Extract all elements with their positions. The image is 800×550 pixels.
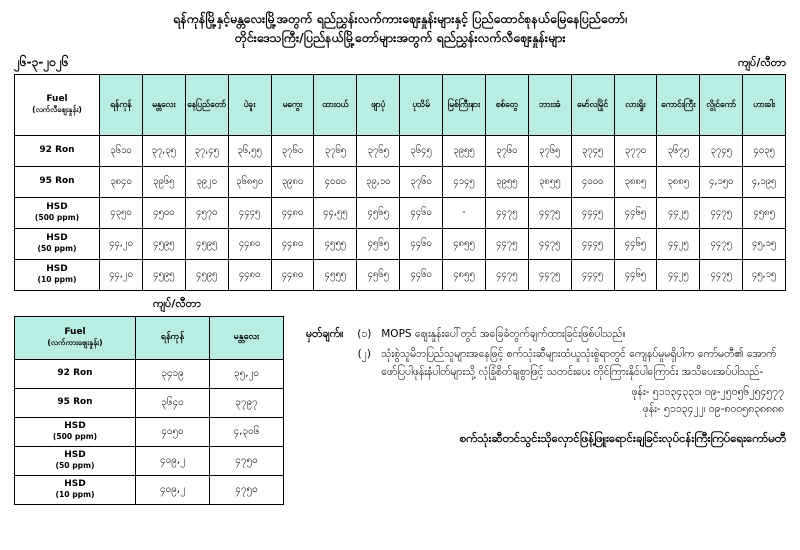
price-cell: ၃၇၆၅ — [314, 135, 357, 166]
note-text: သုံးစွဲသူမိဘပြည်သူများအနေဖြင့် စက်သုံးဆီများထံယူသုံးစွဲရာတွင် ကျေနပ်မှုမရှိပါက ကော်မတီ၏ အောက်ဖော်ပြပါဖုန်းနံပါတ်များသို့ လုံခြုံစိတ်ချစွာဖြင့် သတင်းပေး တိုင်ကြားနိုင်ပါကြောင်း အသိပေးအပ်ပါသည်- — [381, 347, 777, 379]
price-cell: ၄၅၉၅ — [142, 259, 185, 290]
price-cell: ၄၅၅၅ — [314, 228, 357, 259]
price-cell: ၄၅၅၅ — [314, 259, 357, 290]
column-header-fuel — [15, 316, 136, 359]
row-label-sub: (10 ppm) — [37, 275, 77, 285]
row-label-fuel — [15, 166, 100, 197]
price-cell: ၃၆၄၅ — [400, 135, 443, 166]
retail-price-table — [14, 74, 786, 291]
row-label-sub: (10 ppm) — [55, 490, 95, 500]
table-row — [15, 388, 284, 417]
table-row — [15, 475, 284, 504]
price-cell: ၄၄၇၅ — [700, 228, 743, 259]
price-cell: ၃၇၄၅ — [571, 135, 614, 166]
price-cell: ၄၅၆၅ — [357, 259, 400, 290]
row-label-fuel — [15, 135, 100, 166]
column-header-city: နေပြည်တော် — [185, 74, 228, 135]
price-cell: ၃၄၁၉ — [136, 359, 210, 388]
row-label-main: 92 Ron — [57, 367, 93, 378]
price-cell: ၄၅,၁၅ — [743, 259, 786, 290]
price-cell: ၄,၃၀၆ — [210, 417, 284, 446]
wholesale-table-body — [15, 359, 284, 504]
row-label-sub: (500 ppm) — [34, 213, 80, 223]
price-cell: ၄၃၅၀ — [100, 197, 143, 228]
price-cell: ၄၇၅၀ — [210, 475, 284, 504]
contact-phone: ဖုန်း- ၅၁၁၃၄၂၂၊ ၀၉-၈၀၀၅၈၃၈၈၈၈ — [642, 403, 784, 416]
price-cell: ၄၄၆၀ — [400, 259, 443, 290]
row-label-fuel — [15, 359, 136, 388]
price-cell: ၄၄၇၅ — [700, 259, 743, 290]
row-label-sub: (500 ppm) — [52, 432, 98, 442]
price-cell: ၄၀၃၅ — [743, 135, 786, 166]
column-header-city: ပုသိမ် — [400, 74, 443, 135]
price-cell: ၄၄၈၀ — [228, 259, 271, 290]
fuel-header-sub: (လက်လီဈေးနှုန်း) — [32, 105, 82, 115]
table-row — [15, 446, 284, 475]
price-cell: ၄၄၄၅ — [228, 197, 271, 228]
column-header-city: ဟားခါး — [743, 74, 786, 135]
price-cell: ၃၈၈၅ — [614, 166, 657, 197]
table-header-row — [15, 316, 284, 359]
column-header-fuel — [15, 74, 100, 135]
price-cell: ၄၀၅၀ — [136, 417, 210, 446]
price-cell: ၄၅၇၀ — [185, 197, 228, 228]
price-cell: ၄၄၇၅ — [528, 259, 571, 290]
row-label-main: HSD — [46, 233, 68, 244]
column-header-city: လွိုင်ကော် — [700, 74, 743, 135]
price-cell: ၄၄၇၅ — [485, 228, 528, 259]
price-cell: ၄၄၈၀ — [228, 228, 271, 259]
row-label-main: 92 Ron — [39, 144, 75, 155]
row-label-main: HSD — [64, 421, 86, 432]
wholesale-section — [0, 297, 300, 505]
price-cell: ၃၇,၄၅ — [185, 135, 228, 166]
column-header-city: ထားဝယ် — [314, 74, 357, 135]
price-cell: ၄၅၆၅ — [357, 228, 400, 259]
price-cell: ၄၄၆၅ — [614, 197, 657, 228]
price-cell: ၃၉၈၀ — [271, 166, 314, 197]
fuel-header-main: Fuel — [46, 94, 68, 105]
price-cell: - — [443, 197, 486, 228]
note-number: (၁) — [357, 327, 372, 340]
row-label-main: HSD — [46, 202, 68, 213]
price-cell: ၄,၁၉၅ — [743, 166, 786, 197]
table-header-row — [15, 74, 786, 135]
note-text: MOPS ဈေးနှုန်းပေါ်တွင် အခြေခံတွက်ချက်ထားခြင်းဖြစ်ပါသည်။ — [381, 327, 626, 340]
price-cell: ၃၈၅၅ — [528, 166, 571, 197]
price-cell: ၄၄,၂၀ — [100, 228, 143, 259]
price-cell: ၄၄၄၅ — [571, 228, 614, 259]
column-header-city: မြစ်ကြီးနား — [443, 74, 486, 135]
note-item — [306, 345, 790, 382]
contact-phone: ဖုန်း- ၅၁၁၃၄၃၃၁၊ ၀၉-၂၅၀၅၆၂၅၄၅၇၇ — [631, 385, 784, 398]
publication-date: ၂၆-၃-၂၀၂၆ — [14, 54, 69, 69]
price-cell: ၃၇,၃၅ — [142, 135, 185, 166]
price-cell: ၃၇၆၅ — [357, 135, 400, 166]
table-row — [15, 259, 786, 290]
price-cell: ၃၇၆၀ — [400, 166, 443, 197]
issuing-organization: စက်သုံးဆီတင်သွင်းသိုလှောင်ဖြန့်ဖြူးရောင်းချခြင်းလုပ်ငန်းကြီးကြပ်ရေးကော်မတီ — [459, 431, 786, 446]
row-label-main: 95 Ron — [39, 175, 75, 186]
price-cell: ၄၄၆၅ — [614, 228, 657, 259]
price-cell: ၄၄၈၀ — [271, 228, 314, 259]
price-cell: ၄၅၉၅ — [185, 259, 228, 290]
price-cell: ၃၆၄၀ — [136, 388, 210, 417]
row-label-fuel — [15, 197, 100, 228]
price-cell: ၃၇၆၅ — [528, 135, 571, 166]
row-label-sub: (50 ppm) — [37, 244, 77, 254]
column-header-city: ကောင်းကြီး — [657, 74, 700, 135]
price-cell: ၄၄၄၅ — [571, 197, 614, 228]
price-cell: ၄၅၆၅ — [357, 197, 400, 228]
price-cell: ၄၄၈၀ — [271, 259, 314, 290]
price-cell: ၄၀၀၀ — [314, 166, 357, 197]
price-cell: ၃၆၇၅ — [657, 135, 700, 166]
column-header-city: ပဲခူး — [228, 74, 271, 135]
column-header-city: လားရှိုး — [614, 74, 657, 135]
price-cell: ၄၄၂၅ — [657, 228, 700, 259]
table-row — [15, 417, 284, 446]
price-cell: ၄၄၈၀ — [271, 197, 314, 228]
price-cell: ၄၅၉၅ — [185, 228, 228, 259]
price-cell: ၄၀၉,၂ — [136, 475, 210, 504]
row-label-main: HSD — [64, 450, 86, 461]
price-cell: ၄၄,၅၅ — [314, 197, 357, 228]
price-cell: ၄၄၆၀ — [400, 197, 443, 228]
column-header-city: ဘားအံ — [528, 74, 571, 135]
price-cell: ၄၄၇၅ — [528, 228, 571, 259]
fuel-header-main: Fuel — [64, 327, 86, 338]
table-row — [15, 135, 786, 166]
note-item — [306, 325, 790, 343]
price-cell: ၄၅၉၅ — [142, 228, 185, 259]
column-header-city: မန္တလေး — [142, 74, 185, 135]
price-cell: ၃၈၈၅ — [657, 166, 700, 197]
price-cell: ၃၇၆၀ — [485, 135, 528, 166]
retail-price-table-body — [15, 135, 786, 290]
row-label-main: HSD — [64, 479, 86, 490]
price-cell: ၄၈၅၅ — [443, 228, 486, 259]
row-label-main: HSD — [46, 264, 68, 275]
document-title-block — [0, 0, 800, 48]
row-label-fuel — [15, 446, 136, 475]
price-cell: ၄၄၂၅ — [657, 259, 700, 290]
price-cell: ၃၆၁၀ — [100, 135, 143, 166]
wholesale-unit-label: ကျပ်/လီတာ — [153, 296, 201, 310]
price-cell: ၃၆,၅၅ — [228, 135, 271, 166]
notes-section — [300, 297, 800, 505]
price-cell: ၃၇၉၇ — [210, 388, 284, 417]
price-cell: ၃၉၅၅ — [443, 135, 486, 166]
price-cell: ၄၇၅၀ — [210, 446, 284, 475]
price-cell: ၄၄၆၅ — [614, 259, 657, 290]
price-cell: ၃၇၄၅ — [700, 135, 743, 166]
row-label-fuel — [15, 417, 136, 446]
price-cell: ၃၉၂၀ — [185, 166, 228, 197]
price-cell: ၄၄၇၅ — [528, 197, 571, 228]
retail-price-table-header — [15, 74, 786, 135]
price-cell: ၃၈၄၀ — [100, 166, 143, 197]
price-cell: ၃၉၆၅ — [142, 166, 185, 197]
row-label-sub: (50 ppm) — [55, 461, 95, 471]
price-cell: ၄၁၄၅ — [443, 166, 486, 197]
price-cell: ၄၅၀၀ — [142, 197, 185, 228]
price-cell: ၄၀၉,၂ — [136, 446, 210, 475]
price-cell: ၄၄၆၀ — [400, 228, 443, 259]
price-cell: ၄၄၂၅ — [657, 197, 700, 228]
notes-label: မှတ်ချက်။ — [306, 327, 344, 340]
note-number: (၂) — [357, 347, 371, 360]
column-header-city: ရန်ကုန် — [136, 316, 210, 359]
price-cell: ၃၅,၂၀ — [210, 359, 284, 388]
price-cell: ၄၄၇၅ — [700, 197, 743, 228]
price-cell: ၃၇၆၀ — [271, 135, 314, 166]
price-cell: ၄၄၄၅ — [571, 259, 614, 290]
title-line-2: တိုင်းဒေသကြီး/ပြည်နယ်မြို့တော်များအတွက် ရည်ညွှန်းလက်လီဈေးနှုန်းများ — [234, 29, 566, 45]
date-and-unit-row — [0, 48, 800, 74]
title-line-1: ရန်ကုန်မြို့နှင့်မန္တလေးမြို့အတွက် ရည်ညွှန်းလက်ကားဈေးနှုန်းများနှင့် ပြည်ထောင်စုနယ်မြေနေပြည်တော်၊ — [173, 11, 627, 26]
table-row — [15, 197, 786, 228]
price-cell: ၄၄၇၅ — [485, 259, 528, 290]
row-label-fuel — [15, 475, 136, 504]
column-header-city: မန္တလေး — [210, 316, 284, 359]
price-cell: ၄၄,၂၀ — [100, 259, 143, 290]
price-cell: ၃၉,၁၀ — [357, 166, 400, 197]
price-cell: ၄၈၅၅ — [443, 259, 486, 290]
column-header-city: မော်လမြိုင် — [571, 74, 614, 135]
price-cell: ၄၅,၁၅ — [743, 228, 786, 259]
price-cell: ၄၀၀၀ — [571, 166, 614, 197]
price-cell: ၃၉၅၅ — [485, 166, 528, 197]
price-cell: ၃၇၇၀ — [614, 135, 657, 166]
row-label-fuel — [15, 259, 100, 290]
wholesale-price-table — [14, 316, 284, 505]
price-cell: ၃၆၈၅၀ — [228, 166, 271, 197]
column-header-city: ဖျာပုံ — [357, 74, 400, 135]
row-label-fuel — [15, 388, 136, 417]
column-header-city: စစ်တွေ — [485, 74, 528, 135]
fuel-header-sub: (လက်ကားဈေးနှုန်း) — [47, 338, 103, 348]
column-header-city: ရန်ကုန် — [100, 74, 143, 135]
price-cell: ၄,၁၅၀ — [700, 166, 743, 197]
wholesale-table-header — [15, 316, 284, 359]
table-row — [15, 228, 786, 259]
row-label-main: 95 Ron — [57, 396, 93, 407]
main-unit-label: ကျပ်/လီတာ — [738, 55, 786, 69]
row-label-fuel — [15, 228, 100, 259]
table-row — [15, 166, 786, 197]
lower-section — [0, 291, 800, 505]
column-header-city: မကွေး — [271, 74, 314, 135]
price-cell: ၄၄၇၅ — [485, 197, 528, 228]
price-cell: ၄၅၈၅ — [743, 197, 786, 228]
table-row — [15, 359, 284, 388]
